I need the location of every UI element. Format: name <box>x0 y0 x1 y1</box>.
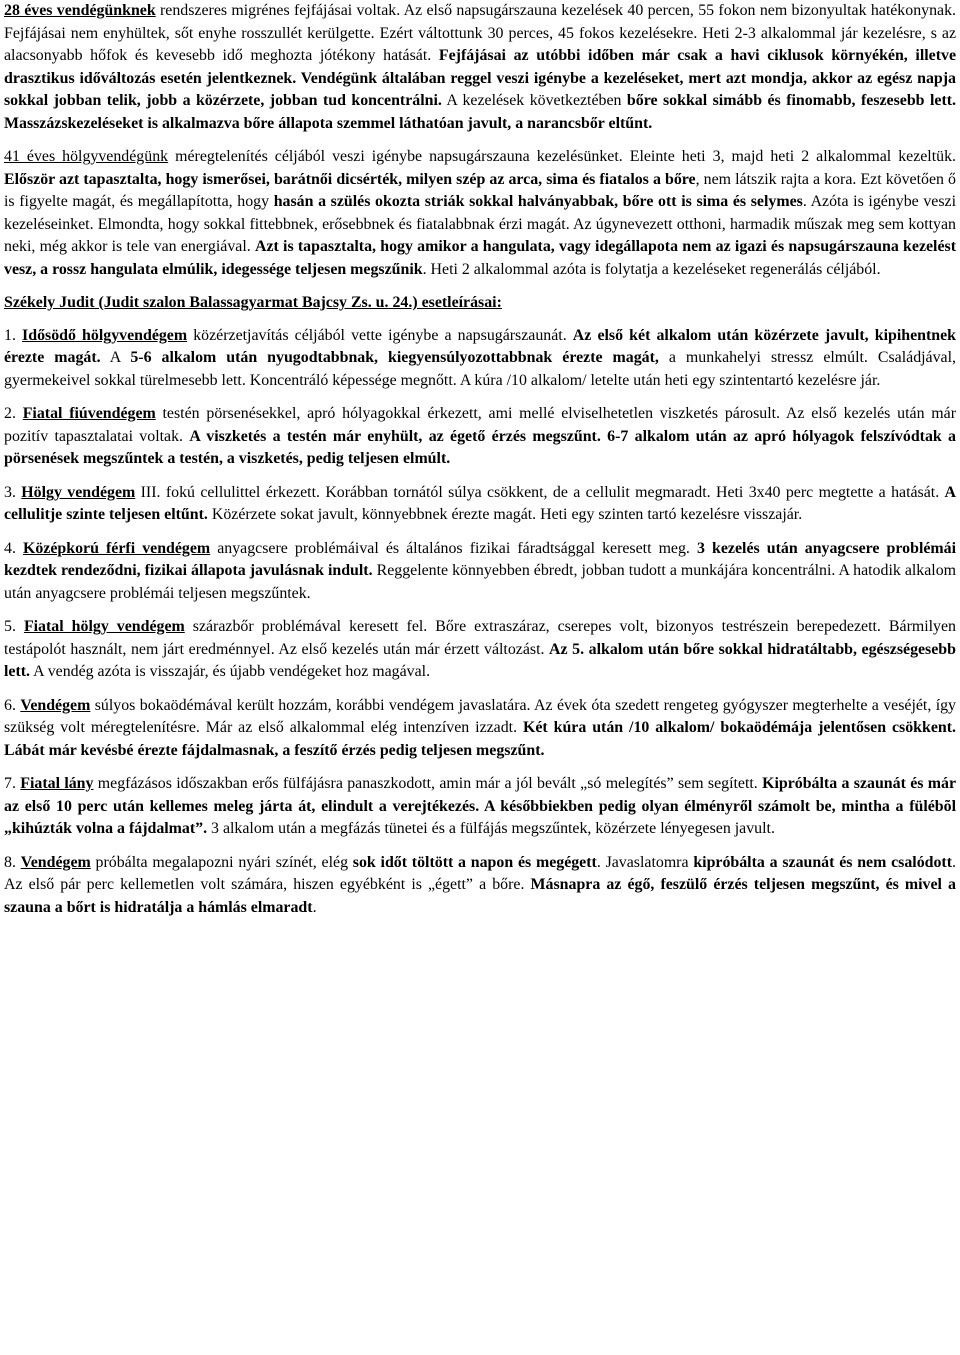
body-text: . Az első pár perc kellemetlen volt számára, hiszen egyébként is „égett” a bőre. <box>4 853 957 893</box>
bold-underlined-text: Fiatal lány <box>20 775 94 792</box>
body-text: 5. <box>4 618 24 635</box>
emphasis-run <box>21 854 91 871</box>
bold-underlined-text: Vendégem <box>20 853 91 871</box>
bold-underlined-text: Vendégem <box>20 696 91 714</box>
case-paragraph <box>4 482 956 527</box>
emphasis-run <box>23 540 210 557</box>
emphasis-run <box>4 2 156 19</box>
emphasis-run <box>22 327 187 344</box>
case-paragraph <box>4 146 956 281</box>
bold-text: Másnapra az égő, feszülő érzés teljesen megszűnt, és mivel a szauna a bőrt is hidratálja a hámlás elmaradt <box>4 876 957 916</box>
body-text: rendszeres migrénes fejfájásai voltak. Az első napsugárszauna kezelések 40 percen, 55 fokon nem bizonyultak hatékonynak. Fejfájásai nem enyhültek, sőt enyhe rosszullét kerülgette. Ezért váltottunk 30 perces, 45 fokos kezelésekre. Heti 2-3 alkalommal jár kezelésre, s az alacsonyabb hőfok és kevesebb idő meghozta jótékony hatását. <box>4 2 957 64</box>
emphasis-run <box>24 618 185 635</box>
case-paragraph <box>4 403 956 471</box>
bold-text: Az 5. alkalom után bőre sokkal hidratáltabb, egészségesebb lett. <box>4 640 956 680</box>
bold-underlined-text: Székely Judit (Judit szalon Balassagyarmat Bajcsy Zs. u. 24.) esetleírásai: <box>4 294 502 311</box>
bold-underlined-text: Fiatal fiúvendégem <box>22 405 156 422</box>
case-paragraph <box>4 695 956 763</box>
body-text: próbálta megalapozni nyári színét, elég <box>90 853 353 871</box>
bold-text: Két kúra után /10 alkalom/ bokaödémája jelentősen csökkent. Lábát már kevésbé érezte fájdalmasnak, a feszítő érzés pedig teljesen megszűnt. <box>4 719 956 759</box>
case-paragraph <box>4 292 956 315</box>
body-text: 2. <box>4 405 23 422</box>
body-text: Reggelente könnyebben ébredt, jobban tudott a munkájára koncentrálni. A hatodik alkalom után anyagcsere problémái teljesen megszűntek. <box>4 562 957 602</box>
bold-text: A viszketés a testén már enyhült, az égető érzés megszűnt. 6-7 alkalom után az apró hólyagok felszívódtak a pörsenések megszűntek a testén, a viszketés, pedig teljesen elmúlt. <box>4 427 957 467</box>
bold-text: Az első két alkalom után közérzete javult, kipihentnek érezte magát. <box>4 326 956 366</box>
bold-underlined-text: Középkorú férfi vendégem <box>23 539 211 557</box>
body-text: közérzetjavítás céljából vette igénybe a napsugárszaunát. <box>187 326 573 344</box>
underlined-text: 41 éves hölgyvendégünk <box>4 148 169 165</box>
case-paragraph <box>4 0 956 135</box>
bold-underlined-text: Hölgy vendégem <box>21 483 136 501</box>
body-text: 6. <box>4 696 21 714</box>
bold-text: 5-6 alkalom után nyugodtabbnak, kiegyensúlyozottabbnak érezte magát, <box>130 349 659 366</box>
body-text: . Javaslatomra <box>596 853 694 871</box>
body-text: A kezelések következtében <box>441 92 627 109</box>
bold-text: 3 kezelés után anyagcsere problémái kezdtek rendeződni, fizikai állapota javulásnak indult. <box>4 539 957 579</box>
bold-text: Azt is tapasztalta, hogy amikor a hangulata, vagy idegállapota nem az igazi és napsugárszauna kezelést vesz, a rossz hangulata elmúlik, idegessége teljesen megszűnik <box>4 238 956 278</box>
body-text: . <box>312 898 317 916</box>
body-text: Közérzete sokat javult, könnyebbnek érezte magát. Heti egy szinten tartó kezelésre visszajár. <box>207 506 803 523</box>
bold-underlined-text: Fiatal hölgy vendégem <box>23 618 185 635</box>
body-text: 7. <box>4 775 21 792</box>
emphasis-run <box>21 484 135 501</box>
body-text: megfázásos időszakban erős fülfájásra panaszkodott, amin már a jól bevált „só melegítés” sem segített. <box>93 775 763 792</box>
bold-text: Először azt tapasztalta, hogy ismerősei, barátnői dicsérték, milyen szép az arca, sima és fiatalos a bőre <box>4 170 696 188</box>
body-text: 3 alkalom után a megfázás tünetei és a fülfájás megszűntek, közérzete lényegesen javult. <box>207 820 775 837</box>
bold-text: kipróbálta a szaunát és nem csalódott <box>693 853 953 871</box>
body-text: . Azóta is igénybe veszi kezeléseinket. Elmondta, hogy sokkal fittebbnek, erősebbnek és fiatalabbnak érzi magát. Az úgynevezett otthoni, harmadik műszak meg sem kottyan neki, még akkor is tele van energiával. <box>4 193 956 255</box>
body-text: a munkahelyi stressz elmúlt. Családjával, gyermekeivel sokkal türelmesebb lett. Koncentráló képessége megnőtt. A kúra /10 alkalom/ letelte után heti egy szintentartó kezelésre jár. <box>4 349 956 389</box>
bold-underlined-text: 28 éves vendégünknek <box>4 2 156 19</box>
body-text: testén pörsenésekkel, apró hólyagokkal érkezett, ami mellé elviselhetetlen viszketés párosult. Az első kezelés után már pozitív tapasztalatai voltak. <box>4 405 956 445</box>
body-text: 4. <box>4 539 23 557</box>
case-paragraph <box>4 852 956 920</box>
bold-text: A cellulitje szinte teljesen eltűnt. <box>4 483 957 523</box>
case-paragraph <box>4 538 956 606</box>
bold-text: sok időt töltött a napon és megégett <box>352 853 597 871</box>
bold-text: Kipróbálta a szaunát és már az első 10 perc után kellemes meleg járta át, elindult a verejtékezés. A későbbiekben pedig olyan élményről számolt be, mintha a fülébõl „kihúzták volna a fájdalmat”. <box>4 775 957 837</box>
emphasis-run <box>4 294 502 311</box>
bold-text: bőre sokkal simább és finomabb, feszesebb lett. Masszázskezeléseket is alkalmazva bőre állapota szemmel láthatóan javult, a narancsbőr eltűnt. <box>4 92 956 132</box>
body-text: szárazbőr problémával keresett fel. Bőre extraszáraz, cserepes volt, bizonyos testrészein berepedezett. Bármilyen testápolót használt, nem járt eredménnyel. Az első kezelés után már érzett változást. <box>4 618 956 658</box>
body-text: 1. <box>4 326 23 344</box>
bold-text: hasán a szülés okozta striák sokkal halványabbak, bőre ott is sima és selymes <box>273 193 803 210</box>
body-text: súlyos bokaödémával került hozzám, korábbi vendégem javaslatára. Az évek óta szedett rengeteg gyógyszer megterhelte a veséjét, így szükség volt méregtelenítésre. Már az első alkalommal elég intenzíven izzadt. <box>4 696 956 736</box>
body-text: 3. <box>4 483 22 501</box>
body-text: anyagcsere problémáival és általános fizikai fáradtsággal keresett meg. <box>210 539 697 557</box>
case-paragraph <box>4 325 956 393</box>
body-text: A vendég azóta is visszajár, és újabb vendégeket hoz magával. <box>30 663 431 680</box>
body-text: A <box>100 349 131 366</box>
emphasis-run <box>20 775 93 792</box>
body-text: . Heti 2 alkalommal azóta is folytatja a kezeléseket regenerálás céljából. <box>422 260 881 278</box>
body-text: 8. <box>4 853 21 871</box>
body-text: méregtelenítés céljából veszi igénybe napsugárszauna kezelésünket. Eleinte heti 3, majd heti 2 alkalommal kezeltük. <box>168 148 956 165</box>
case-paragraph <box>4 773 956 841</box>
body-text: , nem látszik rajta a kora. Ezt követően ő is figyelte magát, és megállapította, hogy <box>4 170 957 210</box>
emphasis-run <box>23 405 156 422</box>
body-text: III. fokú cellulittel érkezett. Korábban tornától súlya csökkent, de a cellulit megmaradt. Heti 3x40 perc megtette a hatását. <box>135 483 945 501</box>
bold-text: Fejfájásai az utóbbi időben már csak a havi ciklusok környékén, illetve drasztikus időváltozás esetén jelentkeznek. Vendégünk általában reggel veszi igénybe a kezeléseket, mert azt mondja, akkor az egész napja sokkal jobban telik, jobb a közérzete, jobban tud koncentrálni. <box>4 47 957 109</box>
case-paragraph <box>4 616 956 684</box>
emphasis-run <box>20 697 90 714</box>
bold-underlined-text: Idősödő hölgyvendégem <box>22 326 188 344</box>
